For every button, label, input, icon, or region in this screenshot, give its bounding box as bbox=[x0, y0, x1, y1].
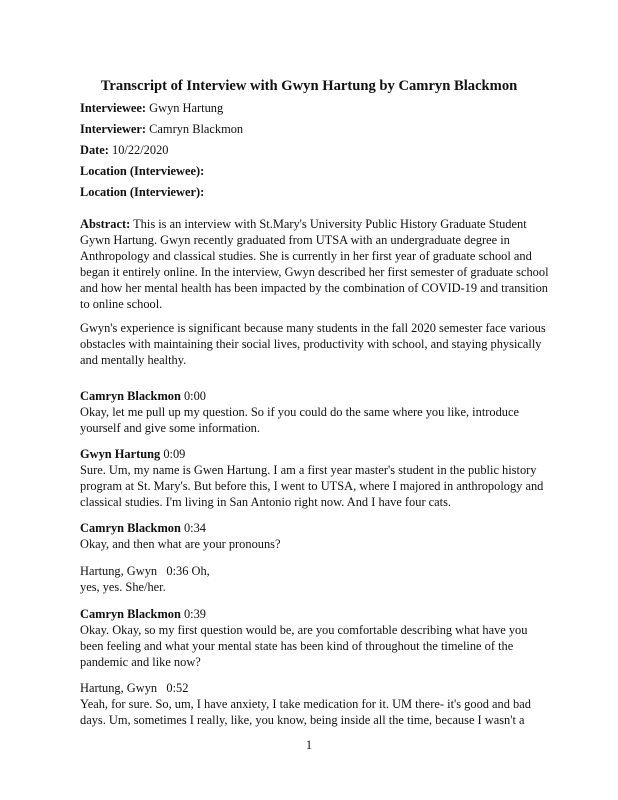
abstract-paragraph bbox=[80, 216, 550, 312]
entry-text: Okay, let me pull up my question. So if you could do the same where you like, introduce yourself and give some information. bbox=[80, 405, 519, 435]
speaker-name: Camryn Blackmon bbox=[80, 521, 181, 535]
location-interviewee-line bbox=[80, 163, 204, 179]
transcript-entry bbox=[80, 520, 550, 552]
transcript-entry bbox=[80, 563, 550, 595]
transcript-entry bbox=[80, 606, 550, 670]
location-interviewer-line bbox=[80, 184, 204, 200]
document-title: Transcript of Interview with Gwyn Hartung by Camryn Blackmon bbox=[100, 78, 518, 94]
entry-text: yes, yes. She/her. bbox=[80, 580, 166, 594]
entry-text: Yeah, for sure. So, um, I have anxiety, I take medication for it. UM there- it's good and bad days. Um, sometimes I really, like, you know, being inside all the time, because I wasn't a bbox=[80, 697, 531, 727]
entry-text: Okay. Okay, so my first question would be, are you comfortable describing what have you been feeling and what your mental state has been kind of throughout the timeline of the pandemic and like now? bbox=[80, 623, 528, 669]
entry-text: Okay, and then what are your pronouns? bbox=[80, 537, 281, 551]
interviewer-label: Interviewer: bbox=[80, 122, 147, 136]
entry-text: Sure. Um, my name is Gwen Hartung. I am a first year master's student in the public history program at St. Mary's. But before this, I went to UTSA, where I majored in anthropology and classical studies. I'm living in San Antonio right now. And I have four cats. bbox=[80, 463, 544, 509]
interviewee-label: Interviewee: bbox=[80, 101, 147, 115]
abstract-text: This is an interview with St.Mary's University Public History Graduate Student Gywn Hartung. Gwyn recently graduated from UTSA with an undergraduate degree in Anthropology and classical studies. She is currently in her first year of graduate school and began it entirely online. In the interview, Gwyn described her first semester of graduate school and how her mental health has been impacted by the combination of COVID-19 and transition to online school. bbox=[80, 217, 549, 311]
timestamp: 0:34 bbox=[183, 521, 206, 535]
entry-header bbox=[80, 446, 550, 462]
entry-header bbox=[80, 606, 550, 622]
interviewer-name: Camryn Blackmon bbox=[149, 122, 244, 136]
date-value: 10/22/2020 bbox=[112, 143, 169, 157]
location-interviewer-label: Location (Interviewer): bbox=[80, 185, 205, 199]
timestamp: 0:39 bbox=[183, 607, 206, 621]
speaker-name: Camryn Blackmon bbox=[80, 607, 181, 621]
transcript-entry bbox=[80, 680, 550, 728]
location-interviewee-label: Location (Interviewee): bbox=[80, 164, 205, 178]
interviewee-name: Gwyn Hartung bbox=[149, 101, 224, 115]
speaker-name: Camryn Blackmon bbox=[80, 389, 181, 403]
interviewee-line bbox=[80, 100, 223, 116]
entry-header bbox=[80, 520, 550, 536]
date-label: Date: bbox=[80, 143, 109, 157]
date-line bbox=[80, 142, 168, 158]
timestamp: 0:00 bbox=[183, 389, 206, 403]
abstract-label: Abstract: bbox=[80, 217, 131, 231]
entry-header: Hartung, Gwyn 0:36 Oh, bbox=[80, 564, 210, 578]
transcript-entry bbox=[80, 446, 550, 510]
interviewer-line bbox=[80, 121, 243, 137]
entry-header bbox=[80, 388, 550, 404]
timestamp: 0:09 bbox=[163, 447, 186, 461]
speaker-name: Gwyn Hartung bbox=[80, 447, 161, 461]
entry-header: Hartung, Gwyn 0:52 bbox=[80, 681, 189, 695]
page-number: 1 bbox=[305, 738, 313, 752]
transcript-entry bbox=[80, 388, 550, 436]
significance-paragraph: Gwyn's experience is significant because many students in the fall 2020 semester face various obstacles with maintaining their social lives, productivity with school, and staying physically and mentally healthy. bbox=[80, 321, 546, 367]
